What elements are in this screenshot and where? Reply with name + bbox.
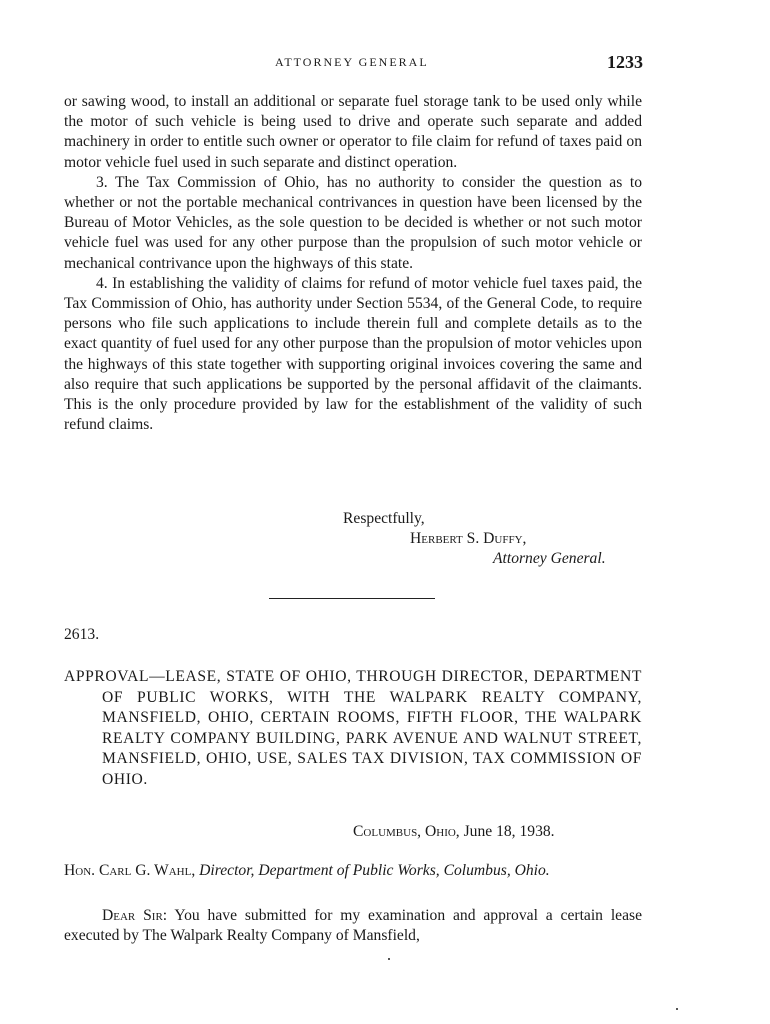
- signer-name: Herbert S. Duffy,: [410, 530, 527, 547]
- opinion-number: 2613.: [64, 626, 100, 643]
- paragraph-3: 3. The Tax Commission of Ohio, has no authority to consider the question as to whether or not the portable mechanical contrivances in question have been licensed by the Bureau of Motor Vehicles, as the sole question to be decided is whether or not such motor vehicle fuel was used for any other purpose than the propulsion of such motor vehicle or mechanical contrivance upon the highways of this state.: [64, 173, 642, 272]
- dateline-place: Columbus, Ohio,: [353, 823, 460, 840]
- opinion-syllabus: APPROVAL—LEASE, STATE OF OHIO, THROUGH DIRECTOR, DEPARTMENT OF PUBLIC WORKS, WITH THE WALPARK REALTY COMPANY, MANSFIELD, OHIO, CERTAIN ROOMS, FIFTH FLOOR, THE WALPARK REALTY COMPANY BUILDING, PARK AVENUE AND WALNUT STREET, MANSFIELD, OHIO, USE, SALES TAX DIVISION, TAX COMMISSION OF OHIO.: [64, 668, 642, 788]
- section-divider: [269, 598, 435, 599]
- dateline-date: June 18, 1938.: [463, 823, 555, 840]
- running-head: ATTORNEY GENERAL: [275, 55, 429, 69]
- scan-speck: [676, 1008, 678, 1010]
- signer-title: Attorney General.: [493, 550, 606, 567]
- paragraph-4: 4. In establishing the validity of claims for refund of motor vehicle fuel taxes paid, the Tax Commission of Ohio, has authority under Section 5534, of the General Code, to require persons who file such applications to include therein full and complete details as to the exact quantity of fuel used for any other purpose than the propulsion of motor vehicles upon the highways of this state together with supporting original invoices covering the same and also require that such applications be supported by the personal affidavit of the claimants. This is the only procedure provided by law for the establishment of the validity of such refund claims.: [64, 274, 642, 434]
- paragraph-continued: or sawing wood, to install an additional or separate fuel storage tank to be used only while the motor of such vehicle is being used to drive and operate such separate and added machinery in order to entitle such owner or operator to file claim for refund of taxes paid on motor vehicle fuel used in such separate and distinct operation.: [64, 93, 642, 171]
- dateline: [353, 823, 555, 841]
- addressee: [64, 861, 642, 881]
- addressee-title: Director, Department of Public Works, Columbus, Ohio.: [199, 862, 550, 879]
- opinion-body: [64, 92, 642, 435]
- page-number: 1233: [607, 52, 643, 72]
- complimentary-close: Respectfully,: [343, 510, 425, 527]
- letter-opening-text: You have submitted for my examination and approval a certain lease executed by The Walpark Realty Company of Mansfield,: [64, 907, 642, 945]
- letter-opening: [64, 906, 642, 946]
- scan-speck: [388, 958, 390, 960]
- addressee-name: Hon. Carl G. Wahl,: [64, 862, 196, 879]
- salutation: Dear Sir:: [102, 907, 168, 924]
